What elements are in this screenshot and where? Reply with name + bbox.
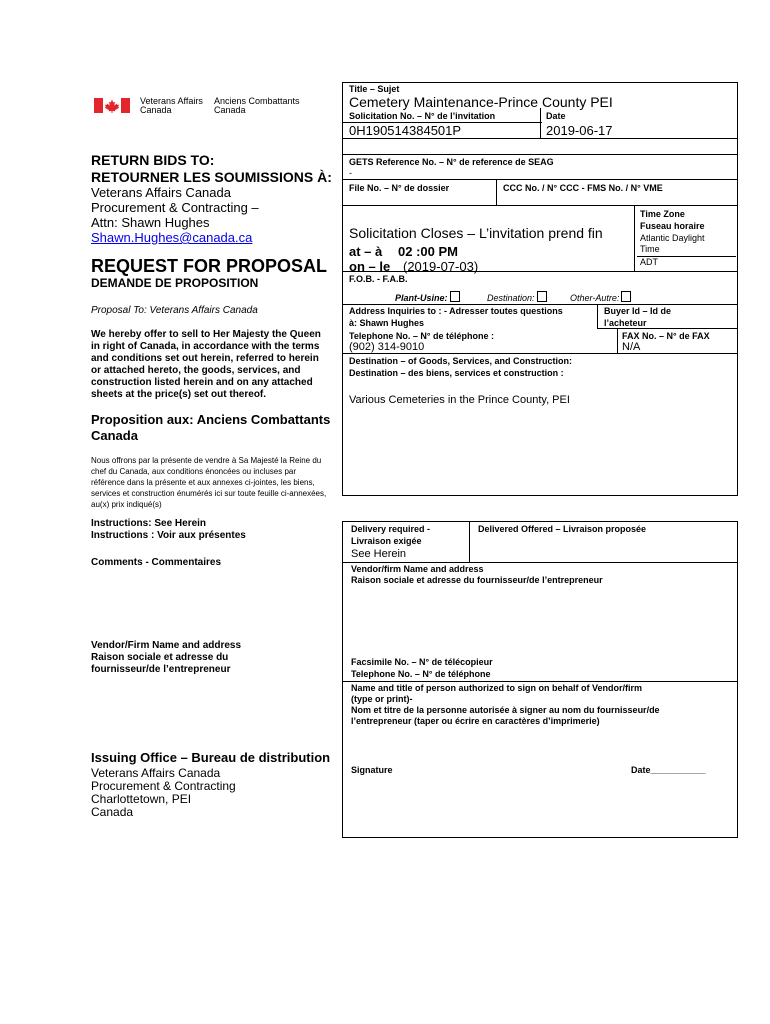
fob-plant-checkbox[interactable] bbox=[450, 291, 460, 302]
solicitation-box bbox=[342, 82, 738, 496]
vendor-telephone-label: Telephone No. – N° de téléphone bbox=[351, 669, 491, 679]
closing-time: 02 :00 PM bbox=[398, 244, 458, 259]
return-address-line1: Veterans Affairs Canada bbox=[91, 185, 231, 200]
destination-value: Various Cemeteries in the Prince County, PEI bbox=[349, 394, 570, 406]
solicitation-no-value: 0H190514384501P bbox=[349, 123, 462, 138]
file-no-label: File No. – N° de dossier bbox=[349, 183, 450, 193]
closing-date: (2019-07-03) bbox=[403, 259, 479, 274]
solicitation-no-label: Solicitation No. – N° de l’invitation bbox=[349, 111, 496, 121]
timezone-label-fr: Fuseau horaire bbox=[640, 221, 705, 231]
signatory-label-line1: Name and title of person authorized to sign on behalf of Vendor/firm bbox=[351, 683, 643, 693]
signatory-label-line3: Nom et titre de la personne autorisée à signer au nom du fournisseur/de bbox=[351, 705, 660, 715]
vendor-name-label-en: Vendor/firm Name and address bbox=[351, 564, 484, 574]
instructions-en: Instructions: See Herein bbox=[91, 518, 207, 529]
title-label: Title – Sujet bbox=[349, 84, 400, 94]
fob-plant-option[interactable] bbox=[395, 291, 460, 304]
fax-value: N/A bbox=[622, 341, 641, 353]
closing-at-label: at – à bbox=[349, 244, 383, 259]
proposition-heading: Proposition aux: Anciens Combattants Canada bbox=[91, 412, 331, 443]
timezone-value-line1: Atlantic Daylight bbox=[640, 233, 705, 243]
timezone-value-line2: Time bbox=[640, 244, 660, 254]
return-address-line2: Procurement & Contracting – bbox=[91, 200, 259, 215]
offer-text-fr: Nous offrons par la présente de vendre à Sa Majesté la Reine du chef du Canada, aux conditions énoncées ou incluses par référence dans la présente et aux annexes ci-jointes, les biens, services et construction énumérés ici sur toute feuille ci-annexées, au(x) prix indiqué(s) bbox=[91, 456, 327, 509]
timezone-label-en: Time Zone bbox=[640, 209, 685, 219]
delivered-offered-label: Delivered Offered – Livraison proposée bbox=[478, 524, 647, 534]
delivery-required-value: See Herein bbox=[351, 548, 407, 560]
destination-label-en: Destination – of Goods, Services, and Construction: bbox=[349, 356, 573, 366]
fob-destination-checkbox[interactable] bbox=[537, 291, 547, 302]
date-label: Date bbox=[546, 111, 566, 121]
logo-fr-line1: Anciens Combattants bbox=[214, 96, 300, 106]
fob-plant-label: Plant-Usine: bbox=[395, 293, 448, 303]
facsimile-label: Facsimile No. – N° de télécopieur bbox=[351, 657, 493, 667]
fax-label: FAX No. – N° de FAX bbox=[622, 331, 710, 341]
fob-other-checkbox[interactable] bbox=[621, 291, 631, 302]
fob-other-label: Other-Autre: bbox=[570, 293, 620, 303]
ccc-fms-label: CCC No. / N° CCC - FMS No. / N° VME bbox=[503, 183, 663, 193]
date-value: 2019-06-17 bbox=[546, 123, 613, 138]
issuing-line3: Charlottetown, PEI bbox=[91, 792, 192, 806]
offer-text-en: We hereby offer to sell to Her Majesty the Queen in right of Canada, in accordance with the terms and conditions set out herein, referred to herein or attached hereto, the goods, services, and construction listed herein and on any attached sheets at the price(s) set out thereof. bbox=[91, 329, 321, 400]
rfp-title-fr: DEMANDE DE PROPOSITION bbox=[91, 276, 259, 290]
destination-label-fr: Destination – des biens, services et construction : bbox=[349, 368, 564, 378]
canada-logo bbox=[94, 97, 334, 117]
gets-reference-value: - bbox=[349, 168, 352, 178]
left-vendor-line2: Raison sociale et adresse du bbox=[91, 652, 229, 663]
return-bids-fr: RETOURNER LES SOUMISSIONS À: bbox=[91, 169, 332, 185]
contact-email-link[interactable]: Shawn.Hughes@canada.ca bbox=[91, 230, 253, 245]
delivery-required-line2: Livraison exigée bbox=[351, 536, 422, 546]
address-inquiries-line2: à: Shawn Hughes bbox=[349, 318, 425, 328]
closing-on-label: on – le bbox=[349, 259, 391, 274]
proposal-to: Proposal To: Veterans Affairs Canada bbox=[91, 305, 258, 316]
signature-date-label: Date___________ bbox=[631, 765, 706, 775]
fob-label: F.O.B. - F.A.B. bbox=[349, 274, 408, 284]
title-value: Cemetery Maintenance-Prince County PEI bbox=[349, 94, 613, 110]
issuing-line2: Procurement & Contracting bbox=[91, 779, 236, 793]
comments-label: Comments - Commentaires bbox=[91, 557, 222, 568]
signatory-label-line2: (type or print)- bbox=[351, 694, 413, 704]
issuing-office-heading: Issuing Office – Bureau de distribution bbox=[91, 750, 331, 765]
telephone-label: Telephone No. – N° de téléphone : bbox=[349, 331, 494, 341]
return-address-line3: Attn: Shawn Hughes bbox=[91, 215, 210, 230]
left-vendor-line1: Vendor/Firm Name and address bbox=[91, 640, 242, 651]
instructions-fr: Instructions : Voir aux présentes bbox=[91, 530, 246, 541]
left-vendor-line3: fournisseur/de l’entrepreneur bbox=[91, 664, 231, 675]
return-bids-en: RETURN BIDS TO: bbox=[91, 152, 215, 168]
vendor-name-label-fr: Raison sociale et adresse du fournisseur/de l’entrepreneur bbox=[351, 575, 603, 585]
logo-fr-line2: Canada bbox=[214, 105, 246, 115]
issuing-line4: Canada bbox=[91, 805, 134, 819]
telephone-value: (902) 314-9010 bbox=[349, 341, 425, 353]
address-inquiries-line1: Address Inquiries to : - Adresser toutes questions bbox=[349, 306, 563, 316]
signatory-label-line4: l’entrepreneur (taper ou écrire en caractères d’imprimerie) bbox=[351, 716, 600, 726]
fob-destination-label: Destination: bbox=[487, 293, 535, 303]
fob-destination-option[interactable] bbox=[487, 291, 547, 304]
timezone-value-line3: ADT bbox=[640, 257, 658, 267]
issuing-line1: Veterans Affairs Canada bbox=[91, 766, 221, 780]
fob-other-option[interactable] bbox=[570, 291, 631, 304]
signature-label: Signature bbox=[351, 765, 393, 775]
buyer-id-label-line1: Buyer Id – Id de bbox=[604, 306, 672, 316]
buyer-id-label-line2: l’acheteur bbox=[604, 318, 647, 328]
delivery-required-line1: Delivery required - bbox=[351, 524, 431, 534]
rfp-title: REQUEST FOR PROPOSAL bbox=[91, 256, 328, 276]
logo-en-line2: Canada bbox=[140, 105, 172, 115]
solicitation-closes-label: Solicitation Closes – L’invitation prend fin bbox=[349, 225, 603, 241]
gets-reference-label: GETS Reference No. – N° de reference de SEAG bbox=[349, 157, 554, 167]
canada-flag-icon bbox=[94, 98, 130, 113]
logo-en-line1: Veterans Affairs bbox=[140, 96, 203, 106]
